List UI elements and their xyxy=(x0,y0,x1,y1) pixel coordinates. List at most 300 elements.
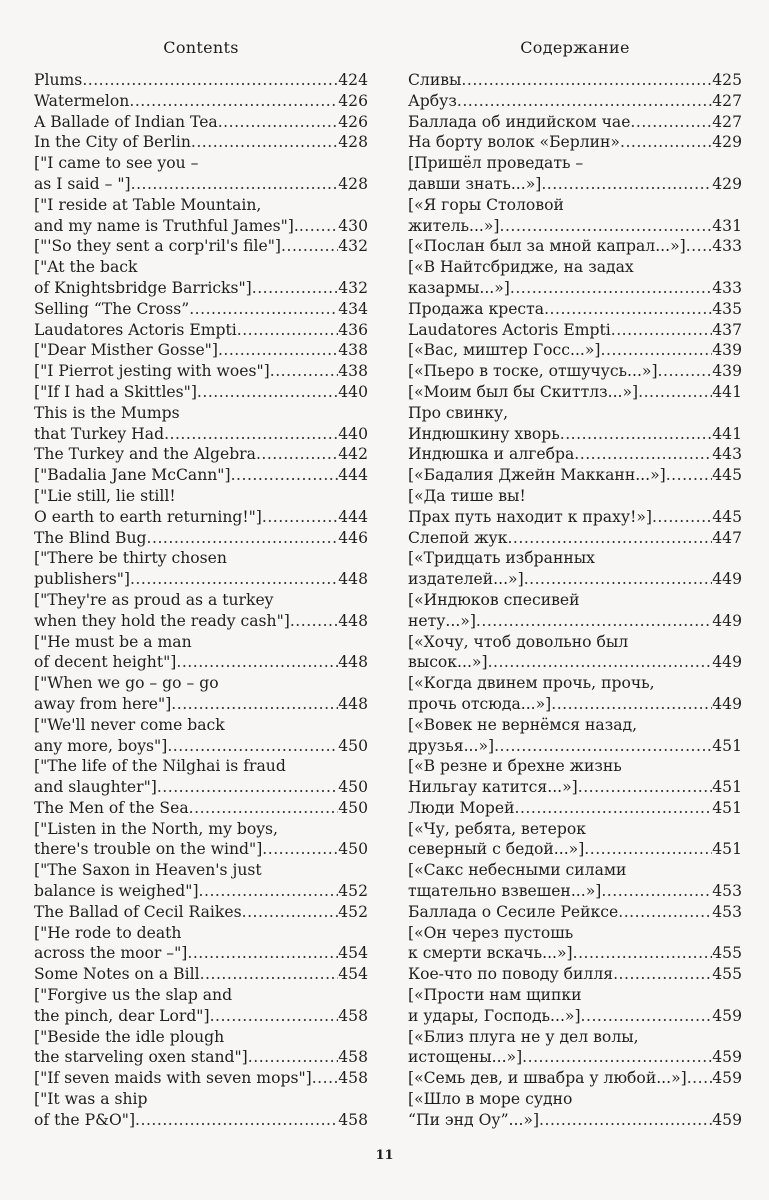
toc-entry-title: and my name is Truthful James"]. xyxy=(34,216,299,235)
toc-entry-line xyxy=(408,964,742,985)
toc-entry-line xyxy=(34,860,368,881)
toc-entry-title: ["There be thirty chosen xyxy=(34,549,227,568)
toc-entry-line xyxy=(408,195,742,216)
toc-entry-title: A Ballade of Indian Tea xyxy=(34,112,218,131)
toc-entry-line xyxy=(408,1027,742,1048)
toc-entry-title: друзья...»] xyxy=(408,736,495,755)
toc-entry-line xyxy=(408,881,742,902)
toc-entry-title: ["I reside at Table Mountain, xyxy=(34,195,262,214)
toc-entry xyxy=(408,756,742,798)
toc-entry-title: ["They're as proud as a turkey xyxy=(34,590,274,609)
toc-entry xyxy=(34,444,368,465)
toc-entry xyxy=(34,528,368,549)
toc-entry xyxy=(408,320,742,341)
dot-leader xyxy=(135,1110,338,1131)
toc-page-number: 452 xyxy=(338,902,368,921)
toc-entry-title: [«Да тише вы! xyxy=(408,486,526,505)
toc-page-number: 455 xyxy=(712,965,742,984)
toc-entry-line xyxy=(408,444,742,465)
toc-entry-title: Про свинку, xyxy=(408,403,509,422)
toc-entry-line xyxy=(408,299,742,320)
toc-entry xyxy=(34,632,368,674)
toc-entry xyxy=(34,590,368,632)
toc-entry-title: Laudatores Actoris Empti xyxy=(408,320,611,339)
dot-leader xyxy=(686,236,713,257)
toc-entry-title: Прах путь находит к праху!»] xyxy=(408,507,652,526)
toc-entry-line xyxy=(408,839,742,860)
toc-page-number: 443 xyxy=(712,445,742,464)
toc-entry-line xyxy=(408,403,742,424)
toc-entry-title: of decent height"] xyxy=(34,653,177,672)
toc-page-number: 450 xyxy=(338,778,368,797)
dot-leader xyxy=(461,70,712,91)
toc-page-number: 439 xyxy=(712,362,742,381)
toc-entry-line xyxy=(408,132,742,153)
dot-leader xyxy=(252,278,338,299)
toc-page-number: 454 xyxy=(338,965,368,984)
toc-entry xyxy=(408,985,742,1027)
toc-entry-line xyxy=(34,195,368,216)
toc-entry xyxy=(408,798,742,819)
toc-page-number: 434 xyxy=(338,299,368,318)
toc-entry-line xyxy=(408,715,742,736)
toc-entry-line xyxy=(408,902,742,923)
toc-entry-title: This is the Mumps xyxy=(34,403,180,422)
toc-page-number: 450 xyxy=(338,798,368,817)
toc-entry-line xyxy=(408,153,742,174)
toc-entry-line xyxy=(408,1089,742,1110)
dot-leader xyxy=(262,839,338,860)
toc-entry-title: [«В Найтсбридже, на задах xyxy=(408,258,634,277)
toc-entry xyxy=(34,860,368,902)
toc-page-number: 428 xyxy=(338,133,368,152)
toc-entry-line xyxy=(408,1047,742,1068)
toc-entry-line xyxy=(34,236,368,257)
toc-page-number: 459 xyxy=(712,1069,742,1088)
dot-leader xyxy=(262,507,338,528)
toc-entry-title: Индюшкину хворь xyxy=(408,424,560,443)
toc-page-number: 446 xyxy=(338,528,368,547)
toc-entry-title: that Turkey Had xyxy=(34,424,165,443)
toc-page-number: 448 xyxy=(338,611,368,630)
toc-page-number: 433 xyxy=(712,237,742,256)
toc-entry xyxy=(408,465,742,486)
toc-entry xyxy=(408,444,742,465)
toc-entry-title: ["Badalia Jane McCann"] xyxy=(34,466,231,485)
toc-entry xyxy=(408,715,742,757)
toc-page-number: 427 xyxy=(712,91,742,110)
toc-entry-title: when they hold the ready cash"] xyxy=(34,611,290,630)
toc-entry-line xyxy=(34,486,368,507)
dot-leader xyxy=(666,465,713,486)
toc-entry-line xyxy=(34,507,368,528)
toc-entry xyxy=(34,112,368,133)
dot-leader xyxy=(171,694,338,715)
toc-page-number: 448 xyxy=(338,570,368,589)
toc-entry-line xyxy=(34,902,368,923)
toc-page-number: 458 xyxy=(338,1006,368,1025)
toc-entry-title: ["If seven maids with seven mops"] xyxy=(34,1069,312,1088)
toc-entry-title: [«Пьеро в тоске, отшучусь...»] xyxy=(408,362,658,381)
toc-entry-title: [«Когда двинем прочь, прочь, xyxy=(408,674,655,693)
toc-entry-line xyxy=(408,652,742,673)
toc-entry-line xyxy=(408,257,742,278)
toc-entry-line xyxy=(34,611,368,632)
toc-entry xyxy=(34,299,368,320)
toc-entry-line xyxy=(34,985,368,1006)
toc-entry-title: the starveling oxen stand"] xyxy=(34,1048,248,1067)
dot-leader xyxy=(687,1068,713,1089)
toc-page-number: 428 xyxy=(338,174,368,193)
toc-entry-line xyxy=(408,777,742,798)
dot-leader xyxy=(524,569,713,590)
toc-entry-title: ["He must be a man xyxy=(34,632,192,651)
dot-leader xyxy=(290,611,338,632)
toc-entry-line xyxy=(408,465,742,486)
dot-leader xyxy=(601,340,713,361)
toc-entry-title: Сливы xyxy=(408,71,462,89)
toc-entry-title: Баллада об индийском чае xyxy=(408,112,631,131)
toc-entry xyxy=(34,902,368,923)
toc-entry-title: The Turkey and the Algebra xyxy=(34,445,256,464)
dot-leader xyxy=(574,444,712,465)
toc-entry xyxy=(34,195,368,237)
toc-entry-line xyxy=(34,382,368,403)
toc-entry xyxy=(408,132,742,153)
toc-entry-title: Some Notes on a Bill xyxy=(34,965,200,984)
toc-entry-title: [«Индюков спесивей xyxy=(408,590,580,609)
toc-entry-title: ["When we go – go – go xyxy=(34,674,219,693)
toc-entry-line xyxy=(34,548,368,569)
toc-entry xyxy=(408,91,742,112)
dot-leader xyxy=(197,382,338,403)
toc-entry-line xyxy=(408,528,742,549)
toc-entry-title: ["We'll never come back xyxy=(34,715,225,734)
toc-entry-line xyxy=(408,174,742,195)
toc-entry-title: Нильгау катится...»] xyxy=(408,778,578,797)
toc-page-number: 440 xyxy=(338,382,368,401)
dot-leader xyxy=(147,528,339,549)
dot-leader xyxy=(544,299,712,320)
toc-entry xyxy=(408,673,742,715)
toc-page-number: 455 xyxy=(712,944,742,963)
dot-leader xyxy=(167,736,338,757)
dot-leader xyxy=(131,174,339,195)
toc-entry-title: истощены...»] xyxy=(408,1048,523,1067)
toc-entry-title: In the City of Berlin xyxy=(34,133,191,152)
toc-page-number: 450 xyxy=(338,736,368,755)
toc-page-number: 451 xyxy=(712,736,742,755)
toc-entry xyxy=(408,528,742,549)
toc-page-number: 454 xyxy=(338,944,368,963)
toc-entry-title: [«Чу, ребята, ветерок xyxy=(408,819,587,838)
toc-entry-title: ["Beside the idle plough xyxy=(34,1027,225,1046)
toc-entry-line xyxy=(34,340,368,361)
toc-entry-title: Индюшка и алгебра xyxy=(408,445,575,464)
toc-entry-title: ["Listen in the North, my boys, xyxy=(34,819,278,838)
toc-entry xyxy=(34,756,368,798)
toc-entry-title: any more, boys"] xyxy=(34,736,168,755)
toc-entry-line xyxy=(34,424,368,445)
toc-entry xyxy=(408,548,742,590)
toc-entry-line xyxy=(34,112,368,133)
toc-entry-title: ["Dear Misther Gosse"] xyxy=(34,341,218,360)
dot-leader xyxy=(218,340,338,361)
dot-leader xyxy=(176,652,338,673)
dot-leader xyxy=(242,902,339,923)
toc-entry-line xyxy=(34,216,368,237)
dot-leader xyxy=(494,736,712,757)
toc-entry-line xyxy=(34,839,368,860)
toc-entry xyxy=(34,715,368,757)
toc-entry-title: ["At the back xyxy=(34,258,138,277)
toc-page-number: 449 xyxy=(712,694,742,713)
toc-entry-line xyxy=(34,652,368,673)
toc-page-number: 426 xyxy=(338,112,368,131)
toc-page-number: 424 xyxy=(338,71,368,89)
toc-entry-title: Слепой жук xyxy=(408,528,508,547)
toc-entry-title: ["It was a ship xyxy=(34,1090,148,1109)
toc-page-number: 444 xyxy=(338,507,368,526)
toc-entry-line xyxy=(34,1089,368,1110)
toc-entry xyxy=(408,112,742,133)
toc-entry-line xyxy=(34,943,368,964)
toc-entry-title: ["The Saxon in Heaven's just xyxy=(34,861,262,880)
toc-entry-line xyxy=(408,1006,742,1027)
toc-entry-title: [Пришёл проведать – xyxy=(408,154,584,173)
toc-entry-title: [«Шло в море судно xyxy=(408,1090,573,1109)
dot-leader xyxy=(270,361,339,382)
dot-leader xyxy=(515,798,713,819)
toc-page-number: 425 xyxy=(712,71,742,89)
dot-leader xyxy=(611,320,713,341)
toc-entry-title: The Ballad of Cecil Raikes xyxy=(34,902,242,921)
toc-entry-title: Watermelon xyxy=(34,91,130,110)
toc-entry xyxy=(408,923,742,965)
toc-page-number: 458 xyxy=(338,1110,368,1129)
toc-entry-line xyxy=(408,216,742,237)
dot-leader xyxy=(541,174,712,195)
toc-page-number: 445 xyxy=(712,507,742,526)
toc-entry xyxy=(34,382,368,403)
toc-entry xyxy=(408,382,742,403)
dot-leader xyxy=(248,1047,338,1068)
toc-entry xyxy=(408,236,742,257)
toc-entry-line xyxy=(34,403,368,424)
dot-leader xyxy=(210,1006,339,1027)
toc-entry-title: Кое-что по поводу билля xyxy=(408,965,614,984)
toc-entry xyxy=(34,91,368,112)
toc-entry-title: balance is weighed"] xyxy=(34,882,199,901)
dot-leader xyxy=(551,694,712,715)
toc-entry-line xyxy=(408,1110,742,1131)
dot-leader xyxy=(157,777,338,798)
toc-entry-title: there's trouble on the wind"] xyxy=(34,840,263,859)
toc-page-number: 453 xyxy=(712,902,742,921)
toc-entry-title: казармы...»] xyxy=(408,278,510,297)
dot-leader xyxy=(560,424,712,445)
dot-leader xyxy=(638,382,712,403)
dot-leader xyxy=(218,112,339,133)
dot-leader xyxy=(199,881,339,902)
toc-entry-line xyxy=(408,569,742,590)
toc-entry xyxy=(408,70,742,91)
toc-entry-line xyxy=(34,964,368,985)
dot-leader xyxy=(499,216,712,237)
contents-list-russian xyxy=(408,70,742,1131)
toc-entry xyxy=(34,1089,368,1131)
toc-page-number: 430 xyxy=(338,216,368,235)
toc-entry-title: [«Он через пустошь xyxy=(408,923,574,942)
toc-entry-line xyxy=(408,548,742,569)
toc-page-number: 451 xyxy=(712,778,742,797)
toc-entry-line xyxy=(408,91,742,112)
toc-entry-title: [«Близ плуга не у дел волы, xyxy=(408,1027,639,1046)
toc-entry-line xyxy=(34,361,368,382)
dot-leader xyxy=(601,881,712,902)
toc-entry-line xyxy=(34,132,368,153)
dot-leader xyxy=(256,444,338,465)
toc-entry xyxy=(408,299,742,320)
toc-entry xyxy=(408,902,742,923)
toc-entry-title: и удары, Господь...»] xyxy=(408,1006,581,1025)
dot-leader xyxy=(191,132,338,153)
toc-entry-line xyxy=(34,736,368,757)
toc-entry-line xyxy=(34,756,368,777)
toc-entry xyxy=(408,486,742,528)
toc-entry xyxy=(408,1089,742,1131)
toc-entry-line xyxy=(34,881,368,902)
toc-entry-line xyxy=(34,257,368,278)
toc-entry-title: ["Lie still, lie still! xyxy=(34,486,176,505)
toc-entry-title: The Men of the Sea xyxy=(34,798,189,817)
toc-entry xyxy=(34,320,368,341)
toc-page-number: 453 xyxy=(712,882,742,901)
toc-entry-title: житель...»] xyxy=(408,216,500,235)
toc-entry-title: [«Бадалия Джейн Макканн...»] xyxy=(408,466,666,485)
toc-entry-title: ["He rode to death xyxy=(34,923,182,942)
toc-entry xyxy=(34,798,368,819)
toc-page-number: 449 xyxy=(712,653,742,672)
toc-page-number: 458 xyxy=(338,1048,368,1067)
contents-list xyxy=(34,70,368,1131)
toc-entry-title: [«Прости нам щипки xyxy=(408,986,582,1005)
toc-entry xyxy=(408,1027,742,1069)
toc-page-number: 433 xyxy=(712,278,742,297)
toc-entry-title: ["I came to see you – xyxy=(34,154,199,173)
dot-leader xyxy=(189,798,339,819)
toc-entry xyxy=(34,361,368,382)
toc-entry-title: [«Вовек не вернёмся назад, xyxy=(408,715,638,734)
toc-entry-line xyxy=(34,1068,368,1089)
toc-entry-title: publishers"] xyxy=(34,570,130,589)
toc-entry xyxy=(34,153,368,195)
toc-entry-title: Продажа креста xyxy=(408,299,545,318)
toc-entry-line xyxy=(408,278,742,299)
dot-leader xyxy=(237,320,339,341)
page-number: 11 xyxy=(375,1148,394,1163)
toc-entry-line xyxy=(408,923,742,944)
toc-entry xyxy=(34,465,368,486)
toc-page-number: 459 xyxy=(712,1048,742,1067)
toc-entry-line xyxy=(408,340,742,361)
toc-entry xyxy=(34,236,368,257)
toc-entry-title: северный с бедой...»] xyxy=(408,840,585,859)
toc-entry-title: Plums xyxy=(34,71,83,89)
toc-page-number: 449 xyxy=(712,611,742,630)
toc-entry xyxy=(34,1027,368,1069)
toc-entry-line xyxy=(34,777,368,798)
toc-entry-title: away from here"] xyxy=(34,694,172,713)
toc-entry-line xyxy=(34,923,368,944)
toc-entry xyxy=(34,340,368,361)
dot-leader xyxy=(658,361,713,382)
dot-leader xyxy=(488,652,713,673)
toc-entry xyxy=(408,632,742,674)
dot-leader xyxy=(652,507,712,528)
toc-entry-line xyxy=(34,444,368,465)
toc-entry-title: and slaughter"] xyxy=(34,778,157,797)
dot-leader xyxy=(618,902,712,923)
toc-page-number: 431 xyxy=(712,216,742,235)
dot-leader xyxy=(539,1110,712,1131)
toc-entry-line xyxy=(408,860,742,881)
toc-entry xyxy=(34,1068,368,1089)
toc-page-number: 426 xyxy=(338,91,368,110)
toc-page-number: 449 xyxy=(712,570,742,589)
toc-entry-line xyxy=(408,112,742,133)
toc-page-number: 451 xyxy=(712,840,742,859)
toc-page-number: 436 xyxy=(338,320,368,339)
toc-entry xyxy=(408,257,742,299)
toc-page-number: 444 xyxy=(338,466,368,485)
toc-entry-title: [«Сакс небесными силами xyxy=(408,861,627,880)
toc-entry-title: прочь отсюда...»] xyxy=(408,694,552,713)
dot-leader xyxy=(510,278,712,299)
toc-entry-line xyxy=(34,465,368,486)
toc-entry-line xyxy=(408,70,742,91)
toc-entry xyxy=(408,361,742,382)
toc-entry-title: The Blind Bug xyxy=(34,528,147,547)
dot-leader xyxy=(584,839,712,860)
toc-entry xyxy=(408,819,742,861)
dot-leader xyxy=(231,465,339,486)
toc-entry-line xyxy=(34,1047,368,1068)
toc-entry-line xyxy=(408,985,742,1006)
dot-leader xyxy=(522,1047,712,1068)
toc-entry-title: ["Forgive us the slap and xyxy=(34,986,233,1005)
toc-entry-line xyxy=(408,943,742,964)
toc-entry-line xyxy=(34,528,368,549)
toc-entry-line xyxy=(408,590,742,611)
toc-entry-title: O earth to earth returning!"] xyxy=(34,507,262,526)
dot-leader xyxy=(129,91,338,112)
toc-entry-line xyxy=(408,361,742,382)
toc-entry-line xyxy=(408,424,742,445)
dot-leader xyxy=(578,777,712,798)
toc-page-number: 429 xyxy=(712,174,742,193)
toc-entry xyxy=(34,486,368,528)
toc-entry xyxy=(408,1068,742,1089)
dot-leader xyxy=(130,569,338,590)
toc-entry xyxy=(408,964,742,985)
dot-leader xyxy=(312,1068,339,1089)
toc-entry xyxy=(34,819,368,861)
toc-entry-line xyxy=(34,1027,368,1048)
toc-entry-title: давши знать...»] xyxy=(408,174,542,193)
toc-entry xyxy=(408,340,742,361)
toc-entry-title: the pinch, dear Lord"] xyxy=(34,1006,210,1025)
